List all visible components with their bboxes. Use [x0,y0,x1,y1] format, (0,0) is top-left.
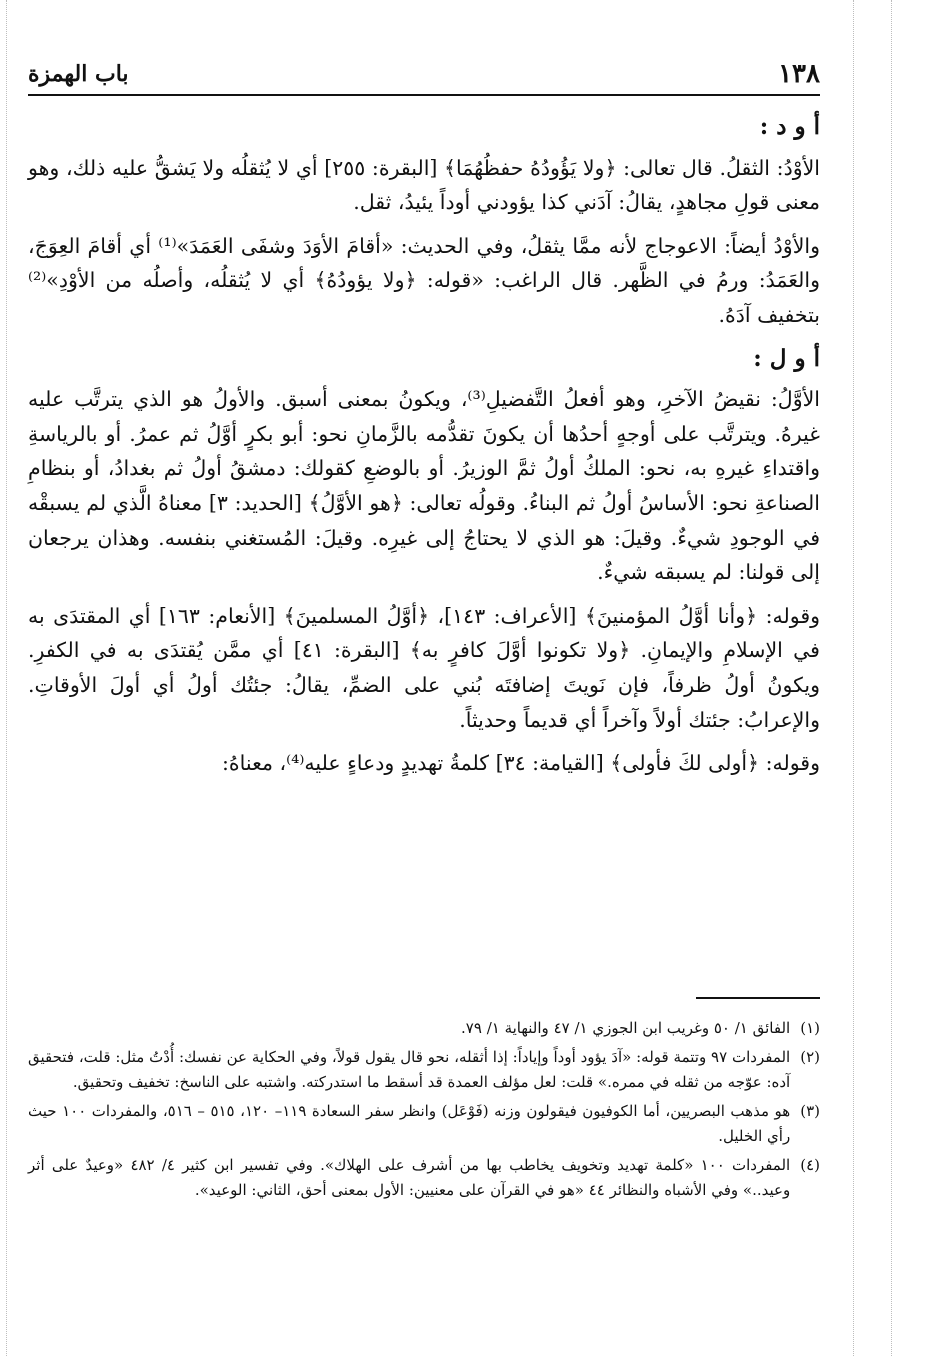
main-text [28,110,820,790]
footnote-text: المفردات ٩٧ وتتمة قوله: «آدَ يؤود أوداً وإياداً: إذا أثقله، نحو قال يقول قولاً، وفي الحكاية عن نفسك: أُدْتُ مثل: قلت، فتحقيق آده: عوّجه من ثقله في ممره.» قلت: لعل مؤلف العمدة قد أسقط ما استدركته. واشتبه على الناسخ: تخفيف وتحقيق. [28,1047,791,1091]
footnote [28,1045,820,1096]
entry-awd [28,110,820,333]
footnote-number: (٣) [800,1101,820,1120]
footnote-text: هو مذهب البصريين، أما الكوفيون فيقولون وزنه (فَوْعَل) وانظر سفر السعادة ١١٩– ١٢٠، ٥١٥ – ٥١٦، والمفردات ١٠٠ حيث رأي الخليل. [28,1101,791,1145]
footnote [28,1153,820,1204]
footnote-number: (٢) [800,1047,820,1066]
running-head [28,54,820,96]
footnote-text: المفردات ١٠٠ «كلمة تهديد وتخويف يخاطب بها من أشرف على الهلاك». وفي تفسير ابن كثير ٤/ ٤٨٢ «وعيدٌ على أثر وعيد..» وفي الأشباه والنظائر ٤٤ «هو في القرآن على معنيين: الأول بمعنى أحق، الثاني: الوعيد». [28,1155,791,1199]
entry-awl [28,342,820,781]
entry-paragraph: الأوَّلُ: نقيضُ الآخرِ، وهو أفعلُ التَّفضيلِ⁽³⁾، ويكونُ بمعنى أسبق. والأولُ هو الذي يترتَّب عليه غيرهُ. ويترتَّب على أوجهٍ أحدُها أن يكونَ تقدُّمه بالزَّمانِ نحو: أبو بكرٍ أوَّلُ ثم عمرُ. أو بالرياسةِ واقتداءِ غيرهِ به، نحو: الملكُ أولُ ثمَّ الوزيرُ. أو بالوضعِ كقولك: دمشقُ أولُ ثم بغدادُ، أو بنظامِ الصناعةِ نحو: الأساسُ أولُ ثم البناءُ. وقولُه تعالى: ﴿هو الأوَّلُ﴾ [الحديد: ٣] معناهُ الَّذي لم يسبقْه في الوجودِ شيءٌ. وقيلَ: هو الذي لا يحتاجُ إلى غيرِه. وقيلَ: المُستغني بنفسه. وهذان يرجعان إلى قولنا: لم يسبقه شيءٌ. [28,387,821,585]
footnote [28,1099,820,1150]
entry-root-heading: أ و د : [759,113,820,140]
footnote-number: (١) [800,1019,820,1037]
footnote-number: (٤) [800,1155,820,1174]
entry-paragraph: والأوْدُ أيضاً: الاعوجاج لأنه ممَّا يثقلُ، وفي الحديث: «أقامَ الأوَدَ وشفَى العَمَدَ»⁽¹⁾ أي أقامَ العِوَجَ، والعَمَدُ: ورمُ في الظَّهر. قال الراغب: «قوله: ﴿ولا يؤودُهُ﴾ أي لا يُثقلُه، وأصلُه من الأوْدِ»⁽²⁾ بتخفيف آدَهُ. [28,233,820,327]
chapter-title: باب الهمزة [28,61,129,87]
footnote [28,1016,820,1042]
entry-paragraph: وقوله: ﴿أولى لكَ فأولى﴾ [القيامة: ٣٤] كلمةُ تهديدٍ ودعاءٍ عليه⁽⁴⁾، معناهُ: [222,751,820,776]
entry-paragraph: الأوْدُ: الثقلُ. قال تعالى: ﴿ولا يَؤُودُهُ حفظُهُمَا﴾ [البقرة: ٢٥٥] أي لا يُثقلُه ولا يَشقُّ عليه ذلك، وهو معنى قولِ مجاهدٍ، يقالُ: آدَني كذا يؤودني أوداً يئيدُ، ثقل. [28,155,820,215]
footnote-divider [696,997,820,999]
page-number: ١٣٨ [778,59,820,89]
footnote-text: الفائق ١/ ٥٠ وغريب ابن الجوزي ١/ ٤٧ والنهاية ١/ ٧٩. [461,1019,791,1037]
footnotes [28,1016,820,1207]
entry-root-heading: أ و ل : [753,344,820,372]
entry-paragraph: وقوله: ﴿وأنا أوَّلُ المؤمنينَ﴾ [الأعراف: ١٤٣]، ﴿أوَّلُ المسلمينَ﴾ [الأنعام: ١٦٣] أي المقتدَى به في الإسلامِ والإيمانِ. ﴿ولا تكونوا أوَّلَ كافرٍ به﴾ [البقرة: ٤١] أي ممَّن يُقتدَى به في الكفرِ. ويكونُ أولُ ظرفاً، فإن نَويتَ إضافتَه بُني على الضمِّ، يقالُ: جئتُك أولُ أي أولَ الأوقاتِ. والإعرابُ: جئتك أولاً وآخراً أي قديماً وحديثاً. [28,603,821,732]
